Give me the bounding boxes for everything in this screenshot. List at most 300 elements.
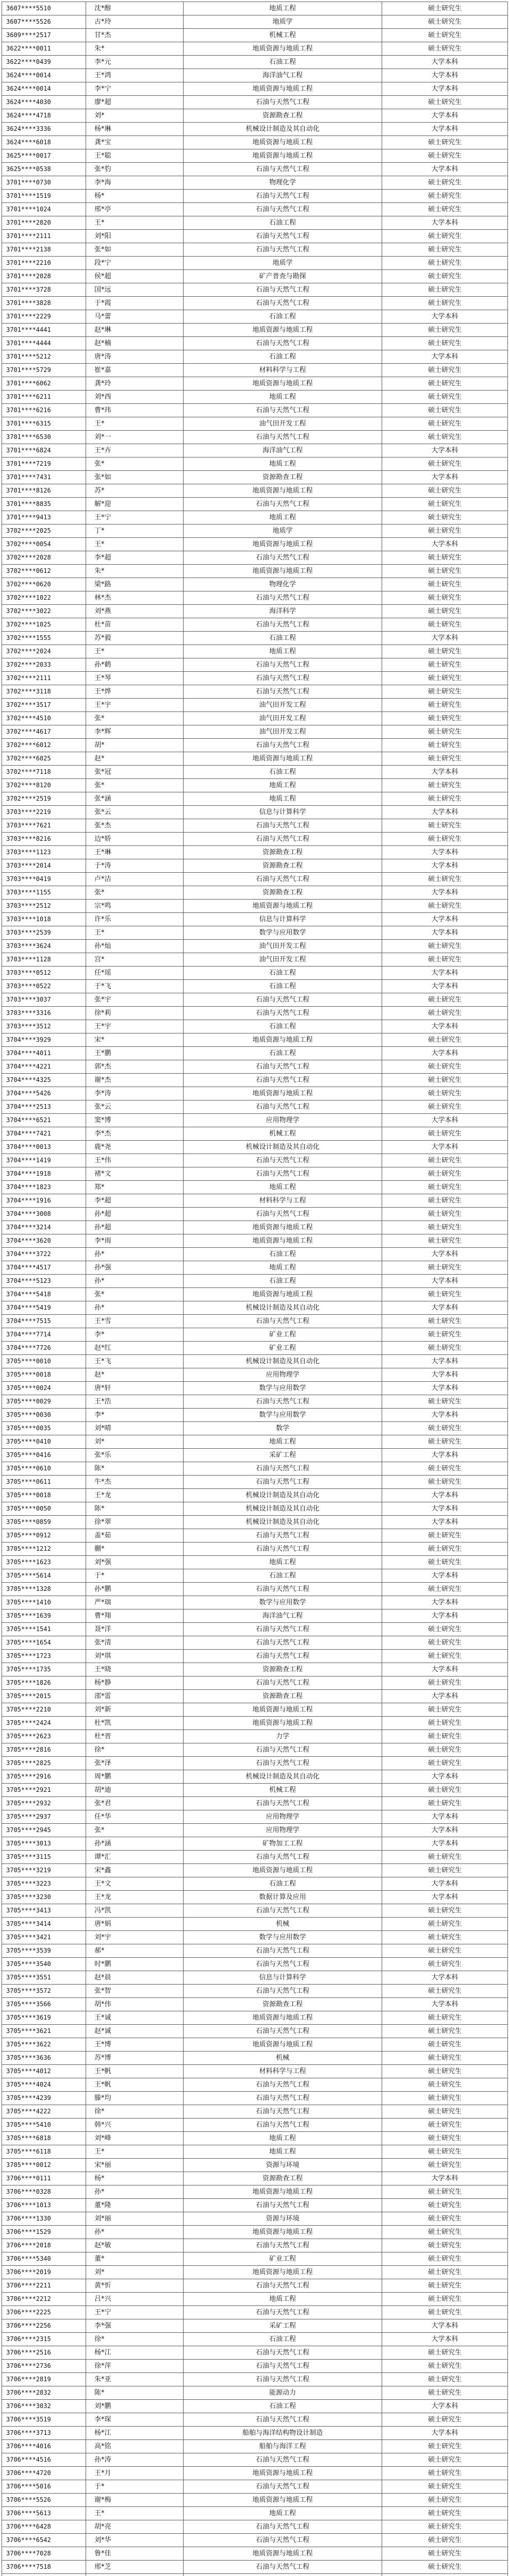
name-cell: 崔*嘉 xyxy=(86,364,184,377)
name-cell: 段*宁 xyxy=(86,257,184,270)
name-cell: 王*聪 xyxy=(86,149,184,163)
table-row xyxy=(2,1033,508,1047)
major-cell: 石油与天然气工程 xyxy=(184,1958,382,1971)
name-cell: 孙* xyxy=(86,1248,184,1261)
id-number-cell: 3701****6530 xyxy=(2,431,86,444)
id-number-cell: 3705****3013 xyxy=(2,1837,86,1851)
id-number-cell: 3705****0416 xyxy=(2,1449,86,1462)
id-number-cell: 3701****2028 xyxy=(2,270,86,283)
name-cell: 王*宁 xyxy=(86,511,184,524)
id-number-cell: 3705****3622 xyxy=(2,2038,86,2052)
id-number-cell: 3701****5729 xyxy=(2,364,86,377)
name-cell: 张* xyxy=(86,1288,184,1301)
degree-cell: 大学本科 xyxy=(382,216,508,230)
name-cell: 梁*路 xyxy=(86,578,184,591)
table-row xyxy=(2,1931,508,1944)
id-number-cell: 3701****1519 xyxy=(2,190,86,203)
id-number-cell: 3705****0018 xyxy=(2,1489,86,1502)
table-row xyxy=(2,2052,508,2065)
name-cell: 张*杰 xyxy=(86,819,184,833)
table-row xyxy=(2,618,508,632)
id-number-cell: 3702****0620 xyxy=(2,578,86,591)
major-cell: 地质资源与地质工程 xyxy=(184,752,382,766)
table-row xyxy=(2,1944,508,1958)
name-cell: 廖*超 xyxy=(86,96,184,109)
table-row xyxy=(2,1127,508,1141)
degree-cell: 硕士研究生 xyxy=(382,1931,508,1944)
table-row xyxy=(2,1784,508,1797)
major-cell: 石油与天然气工程 xyxy=(184,1904,382,1918)
degree-cell: 硕士研究生 xyxy=(382,2346,508,2360)
degree-cell: 硕士研究生 xyxy=(382,1636,508,1650)
table-row xyxy=(2,2507,508,2520)
major-cell: 石油与天然气工程 xyxy=(184,2534,382,2547)
degree-cell: 大学本科 xyxy=(382,1301,508,1315)
name-cell: 杨*琳 xyxy=(86,123,184,136)
degree-cell: 大学本科 xyxy=(382,1502,508,1516)
name-cell: 刘*阳 xyxy=(86,230,184,243)
id-number-cell: 3703****1123 xyxy=(2,846,86,859)
name-cell: 褚*文 xyxy=(86,1167,184,1181)
major-cell: 地质工程 xyxy=(184,1261,382,1275)
degree-cell: 硕士研究生 xyxy=(382,658,508,672)
degree-cell: 硕士研究生 xyxy=(382,2132,508,2145)
table-row xyxy=(2,310,508,324)
degree-cell: 硕士研究生 xyxy=(382,498,508,511)
major-cell: 石油工程 xyxy=(184,766,382,779)
name-cell: 孙*超 xyxy=(86,1221,184,1234)
name-cell: 严*瑞 xyxy=(86,1596,184,1609)
id-number-cell: 3701****5212 xyxy=(2,350,86,364)
major-cell: 地质资源与地质工程 xyxy=(184,484,382,498)
major-cell: 地质工程 xyxy=(184,2132,382,2145)
major-cell: 石油工程 xyxy=(184,310,382,324)
degree-cell: 硕士研究生 xyxy=(382,203,508,216)
table-row xyxy=(2,42,508,56)
id-number-cell: 3624****3336 xyxy=(2,123,86,136)
degree-cell: 硕士研究生 xyxy=(382,230,508,243)
major-cell: 石油工程 xyxy=(184,2400,382,2413)
major-cell: 地质资源与地质工程 xyxy=(184,538,382,551)
major-cell: 地质学 xyxy=(184,15,382,29)
table-row xyxy=(2,82,508,96)
degree-cell: 大学本科 xyxy=(382,123,508,136)
degree-cell: 硕士研究生 xyxy=(382,2360,508,2373)
id-number-cell: 3706****2256 xyxy=(2,2319,86,2333)
table-row xyxy=(2,2547,508,2561)
degree-cell: 大学本科 xyxy=(382,1609,508,1623)
name-cell: 龚*宝 xyxy=(86,136,184,149)
id-number-cell: 3706****2832 xyxy=(2,2386,86,2400)
major-cell: 地质资源与地质工程 xyxy=(184,42,382,56)
name-cell: 刘*晴 xyxy=(86,1422,184,1435)
id-number-cell: 3705****3619 xyxy=(2,2011,86,2025)
name-cell: 苏* xyxy=(86,484,184,498)
degree-cell: 大学本科 xyxy=(382,1569,508,1583)
table-row xyxy=(2,1516,508,1529)
table-row xyxy=(2,1810,508,1824)
major-cell: 资源勘查工程 xyxy=(184,886,382,900)
name-cell: 王*帆 xyxy=(86,2065,184,2078)
major-cell: 石油与天然气工程 xyxy=(184,2239,382,2252)
major-cell: 石油与天然气工程 xyxy=(184,1636,382,1650)
degree-cell: 大学本科 xyxy=(382,56,508,69)
name-cell: 甘*杰 xyxy=(86,29,184,42)
id-number-cell: 3706****2018 xyxy=(2,2239,86,2252)
table-row xyxy=(2,1315,508,1328)
major-cell: 地质资源与地质工程 xyxy=(184,324,382,337)
major-cell: 地质资源与地质工程 xyxy=(184,1864,382,1877)
name-cell: 杨*江 xyxy=(86,2346,184,2360)
table-row xyxy=(2,1462,508,1476)
table-row xyxy=(2,725,508,739)
name-cell: 张*乐 xyxy=(86,1449,184,1462)
major-cell: 石油与天然气工程 xyxy=(184,2199,382,2212)
major-cell: 石油与天然气工程 xyxy=(184,1074,382,1087)
name-cell: 孙* xyxy=(86,2185,184,2199)
table-row xyxy=(2,2427,508,2440)
id-number-cell: 3706****2516 xyxy=(2,2346,86,2360)
id-number-cell: 3703****2539 xyxy=(2,926,86,940)
name-cell: 于* xyxy=(86,1569,184,1583)
degree-cell: 硕士研究生 xyxy=(382,2038,508,2052)
table-row xyxy=(2,1703,508,1717)
degree-cell: 大学本科 xyxy=(382,632,508,645)
id-number-cell: 3702****6012 xyxy=(2,739,86,752)
table-row xyxy=(2,2480,508,2494)
major-cell: 应用物理学 xyxy=(184,1824,382,1837)
table-row xyxy=(2,123,508,136)
name-cell: 李*强 xyxy=(86,2319,184,2333)
major-cell: 石油与天然气工程 xyxy=(184,1529,382,1543)
degree-cell: 硕士研究生 xyxy=(382,1676,508,1690)
major-cell: 地质资源与地质工程 xyxy=(184,900,382,913)
degree-cell: 硕士研究生 xyxy=(382,2413,508,2427)
id-number-cell: 3706****5016 xyxy=(2,2480,86,2494)
major-cell: 石油与天然气工程 xyxy=(184,404,382,417)
table-row xyxy=(2,96,508,109)
degree-cell: 硕士研究生 xyxy=(382,1060,508,1074)
id-number-cell: 3701****9413 xyxy=(2,511,86,524)
name-cell: 朱* xyxy=(86,42,184,56)
major-cell: 机械设计制造及其自动化 xyxy=(184,1301,382,1315)
name-cell: 赵*楠 xyxy=(86,337,184,350)
table-row xyxy=(2,1261,508,1275)
table-row xyxy=(2,1234,508,1248)
major-cell: 石油与天然气工程 xyxy=(184,1743,382,1757)
table-row xyxy=(2,806,508,819)
degree-cell: 大学本科 xyxy=(382,1114,508,1127)
degree-cell: 硕士研究生 xyxy=(382,2306,508,2319)
degree-cell: 大学本科 xyxy=(382,1020,508,1033)
major-cell: 地质工程 xyxy=(184,1181,382,1194)
table-row xyxy=(2,846,508,859)
table-row xyxy=(2,1556,508,1569)
id-number-cell: 3704****2513 xyxy=(2,1100,86,1114)
table-row xyxy=(2,1275,508,1288)
name-cell: 王*宇 xyxy=(86,699,184,712)
major-cell: 地质工程 xyxy=(184,457,382,471)
degree-cell: 硕士研究生 xyxy=(382,391,508,404)
major-cell: 石油与天然气工程 xyxy=(184,819,382,833)
id-number-cell: 3702****3022 xyxy=(2,605,86,618)
degree-cell xyxy=(382,2574,508,2576)
name-cell: 谭*汇 xyxy=(86,1851,184,1864)
name-cell: 王*宁 xyxy=(86,2306,184,2319)
major-cell: 地质学 xyxy=(184,257,382,270)
name-cell: 林*杰 xyxy=(86,591,184,605)
degree-cell: 硕士研究生 xyxy=(382,2239,508,2252)
degree-cell: 硕士研究生 xyxy=(382,1007,508,1020)
degree-cell: 硕士研究生 xyxy=(382,1730,508,1743)
id-number-cell: 3701****4441 xyxy=(2,324,86,337)
name-cell: 董* xyxy=(86,2252,184,2266)
table-row xyxy=(2,1060,508,1074)
degree-cell: 大学本科 xyxy=(382,538,508,551)
degree-cell: 硕士研究生 xyxy=(382,417,508,431)
major-cell: 地质工程 xyxy=(184,391,382,404)
table-row xyxy=(2,1583,508,1596)
table-row xyxy=(2,739,508,752)
id-number-cell: 3705****0024 xyxy=(2,1382,86,1395)
name-cell: 赵* xyxy=(86,1368,184,1382)
degree-cell: 硕士研究生 xyxy=(382,15,508,29)
degree-cell: 硕士研究生 xyxy=(382,2480,508,2494)
table-row xyxy=(2,417,508,431)
degree-cell: 硕士研究生 xyxy=(382,1422,508,1435)
id-number-cell: 3704****1823 xyxy=(2,1181,86,1194)
major-cell: 石油与天然气工程 xyxy=(184,1851,382,1864)
degree-cell: 硕士研究生 xyxy=(382,2159,508,2172)
name-cell xyxy=(86,2574,184,2576)
id-number-cell: 3705****1410 xyxy=(2,1596,86,1609)
id-number-cell: 3706****6542 xyxy=(2,2534,86,2547)
major-cell: 石油与天然气工程 xyxy=(184,618,382,632)
degree-cell: 硕士研究生 xyxy=(382,699,508,712)
name-cell: 高*铭 xyxy=(86,2440,184,2453)
table-row xyxy=(2,1342,508,1355)
name-cell: 曹*翔 xyxy=(86,1609,184,1623)
major-cell: 资源勘查工程 xyxy=(184,859,382,873)
name-cell: 马*蕾 xyxy=(86,310,184,324)
table-row xyxy=(2,2011,508,2025)
name-cell: 张*云 xyxy=(86,806,184,819)
table-row xyxy=(2,926,508,940)
degree-cell: 硕士研究生 xyxy=(382,2279,508,2293)
major-cell: 资源与环境 xyxy=(184,2212,382,2226)
id-number-cell: 3701****6216 xyxy=(2,404,86,417)
degree-cell: 硕士研究生 xyxy=(382,457,508,471)
table-row xyxy=(2,190,508,203)
name-cell: 刘* xyxy=(86,109,184,123)
table-row xyxy=(2,431,508,444)
major-cell: 材料科学与工程 xyxy=(184,2065,382,2078)
degree-cell: 大学本科 xyxy=(382,444,508,457)
table-row xyxy=(2,1770,508,1784)
degree-cell: 硕士研究生 xyxy=(382,1864,508,1877)
degree-cell: 硕士研究生 xyxy=(382,2453,508,2467)
degree-cell: 硕士研究生 xyxy=(382,1797,508,1810)
name-cell: 徐* xyxy=(86,1743,184,1757)
major-cell: 采矿工程 xyxy=(184,1449,382,1462)
major-cell: 物理化学 xyxy=(184,176,382,190)
id-number-cell: 3705****0859 xyxy=(2,1516,86,1529)
major-cell: 石油与天然气工程 xyxy=(184,739,382,752)
table-row xyxy=(2,2494,508,2507)
table-row xyxy=(2,1663,508,1676)
name-cell: 刘*西 xyxy=(86,391,184,404)
name-cell: 邵*雷 xyxy=(86,1690,184,1703)
table-row xyxy=(2,1074,508,1087)
table-row xyxy=(2,1891,508,1904)
major-cell: 船舶与海洋结构物设计制造 xyxy=(184,2427,382,2440)
degree-cell: 硕士研究生 xyxy=(382,1261,508,1275)
id-number-cell: 3705****2015 xyxy=(2,1690,86,1703)
id-number-cell: 3705****4024 xyxy=(2,2078,86,2092)
table-row xyxy=(2,1743,508,1757)
major-cell: 石油与天然气工程 xyxy=(184,1167,382,1181)
major-cell: 资源勘查工程 xyxy=(184,1663,382,1676)
id-number-cell: 3704****1419 xyxy=(2,1154,86,1167)
id-number-cell: 3705****3230 xyxy=(2,1891,86,1904)
major-cell: 资源勘查工程 xyxy=(184,109,382,123)
name-cell: 张* xyxy=(86,886,184,900)
table-row xyxy=(2,1449,508,1462)
table-row xyxy=(2,1676,508,1690)
degree-cell: 大学本科 xyxy=(382,926,508,940)
name-cell: 孙*超 xyxy=(86,1208,184,1221)
major-cell: 石油与天然气工程 xyxy=(184,658,382,672)
id-number-cell: 3704****4517 xyxy=(2,1261,86,1275)
name-cell: 郑* xyxy=(86,1181,184,1194)
major-cell: 机械 xyxy=(184,2052,382,2065)
table-row xyxy=(2,1167,508,1181)
major-cell: 矿业工程 xyxy=(184,1328,382,1342)
table-row xyxy=(2,1395,508,1409)
table-row xyxy=(2,2319,508,2333)
name-cell: 徐*莉 xyxy=(86,1007,184,1020)
name-cell: 沈*醇 xyxy=(86,2,184,15)
id-number-cell: 3705****3115 xyxy=(2,1851,86,1864)
name-cell: 王*帆 xyxy=(86,2078,184,2092)
id-number-cell: 3705****1328 xyxy=(2,1583,86,1596)
id-number-cell: 3706****5526 xyxy=(2,2494,86,2507)
table-row xyxy=(2,1918,508,1931)
degree-cell: 大学本科 xyxy=(382,1877,508,1891)
degree-cell: 硕士研究生 xyxy=(382,1851,508,1864)
degree-cell: 硕士研究生 xyxy=(382,2052,508,2065)
id-number-cell: 3706****5613 xyxy=(2,2507,86,2520)
table-row xyxy=(2,257,508,270)
degree-cell: 硕士研究生 xyxy=(382,1556,508,1569)
major-cell: 石油工程 xyxy=(184,632,382,645)
id-number-cell: 3701****6062 xyxy=(2,377,86,391)
id-number-cell: 3702****2024 xyxy=(2,645,86,658)
degree-cell: 硕士研究生 xyxy=(382,2065,508,2078)
table-row xyxy=(2,712,508,725)
major-cell: 石油工程 xyxy=(184,980,382,993)
id-number-cell: 3702****8120 xyxy=(2,779,86,792)
major-cell: 石油与天然气工程 xyxy=(184,2105,382,2119)
major-cell: 资源勘查工程 xyxy=(184,846,382,859)
major-cell: 地质资源与地质工程 xyxy=(184,2494,382,2507)
degree-cell: 硕士研究生 xyxy=(382,2467,508,2480)
table-row xyxy=(2,1409,508,1422)
degree-cell: 大学本科 xyxy=(382,1770,508,1784)
name-cell: 王*浩 xyxy=(86,1395,184,1409)
name-cell: 赵*诚 xyxy=(86,2025,184,2038)
degree-cell: 大学本科 xyxy=(382,1663,508,1676)
id-number-cell: 3703****0512 xyxy=(2,967,86,980)
name-cell: 张*如 xyxy=(86,243,184,257)
table-row xyxy=(2,56,508,69)
id-number-cell: 3625****0017 xyxy=(2,149,86,163)
name-cell: 王* xyxy=(86,645,184,658)
major-cell: 资源勘查工程 xyxy=(184,1690,382,1703)
major-cell: 材料科学与工程 xyxy=(184,364,382,377)
id-number-cell: 3703****7621 xyxy=(2,819,86,833)
table-row xyxy=(2,900,508,913)
major-cell: 地质资源与地质工程 xyxy=(184,1087,382,1100)
table-row xyxy=(2,2159,508,2172)
degree-cell: 硕士研究生 xyxy=(382,873,508,886)
major-cell: 资源勘查工程 xyxy=(184,2172,382,2185)
id-number-cell: 3705****3621 xyxy=(2,2025,86,2038)
name-cell: 聂*洋 xyxy=(86,1623,184,1636)
name-cell: 李*超 xyxy=(86,551,184,565)
name-cell: 赵*敏 xyxy=(86,2239,184,2252)
id-number-cell: 3702****2519 xyxy=(2,792,86,806)
id-number-cell: 3702****2033 xyxy=(2,658,86,672)
name-cell: 朱*亚 xyxy=(86,2373,184,2386)
name-cell: 杜*苗 xyxy=(86,618,184,632)
degree-cell: 硕士研究生 xyxy=(382,1757,508,1770)
major-cell: 数学 xyxy=(184,1422,382,1435)
table-row xyxy=(2,2078,508,2092)
degree-cell: 大学本科 xyxy=(382,2319,508,2333)
major-cell: 石油与天然气工程 xyxy=(184,1007,382,1020)
table-row xyxy=(2,2212,508,2226)
degree-cell: 硕士研究生 xyxy=(382,1127,508,1141)
major-cell: 材料科学与工程 xyxy=(184,1194,382,1208)
id-number-cell: 3706****3713 xyxy=(2,2427,86,2440)
id-number-cell: 3607****5510 xyxy=(2,2,86,15)
id-number-cell: 3705****3636 xyxy=(2,2052,86,2065)
name-cell: 于*涛 xyxy=(86,859,184,873)
id-number-cell: 3705****4239 xyxy=(2,2092,86,2105)
degree-cell: 硕士研究生 xyxy=(382,1221,508,1234)
id-number-cell: 3705****1735 xyxy=(2,1663,86,1676)
degree-cell: 硕士研究生 xyxy=(382,739,508,752)
degree-cell: 硕士研究生 xyxy=(382,2025,508,2038)
personnel-table-body xyxy=(2,2,508,2576)
table-row xyxy=(2,766,508,779)
id-number-cell: 3705****5614 xyxy=(2,1569,86,1583)
table-row xyxy=(2,953,508,967)
id-number-cell: 3706****5340 xyxy=(2,2252,86,2266)
degree-cell: 硕士研究生 xyxy=(382,591,508,605)
name-cell: 李*雨 xyxy=(86,1234,184,1248)
id-number-cell: 3705****0611 xyxy=(2,1476,86,1489)
degree-cell: 硕士研究生 xyxy=(382,2520,508,2534)
degree-cell: 硕士研究生 xyxy=(382,1234,508,1248)
degree-cell: 硕士研究生 xyxy=(382,2494,508,2507)
name-cell: 周*鹏 xyxy=(86,1770,184,1784)
table-row xyxy=(2,1288,508,1301)
major-cell: 石油与天然气工程 xyxy=(184,1100,382,1114)
major-cell: 石油与天然气工程 xyxy=(184,1650,382,1663)
name-cell: 刘*华 xyxy=(86,2534,184,2547)
